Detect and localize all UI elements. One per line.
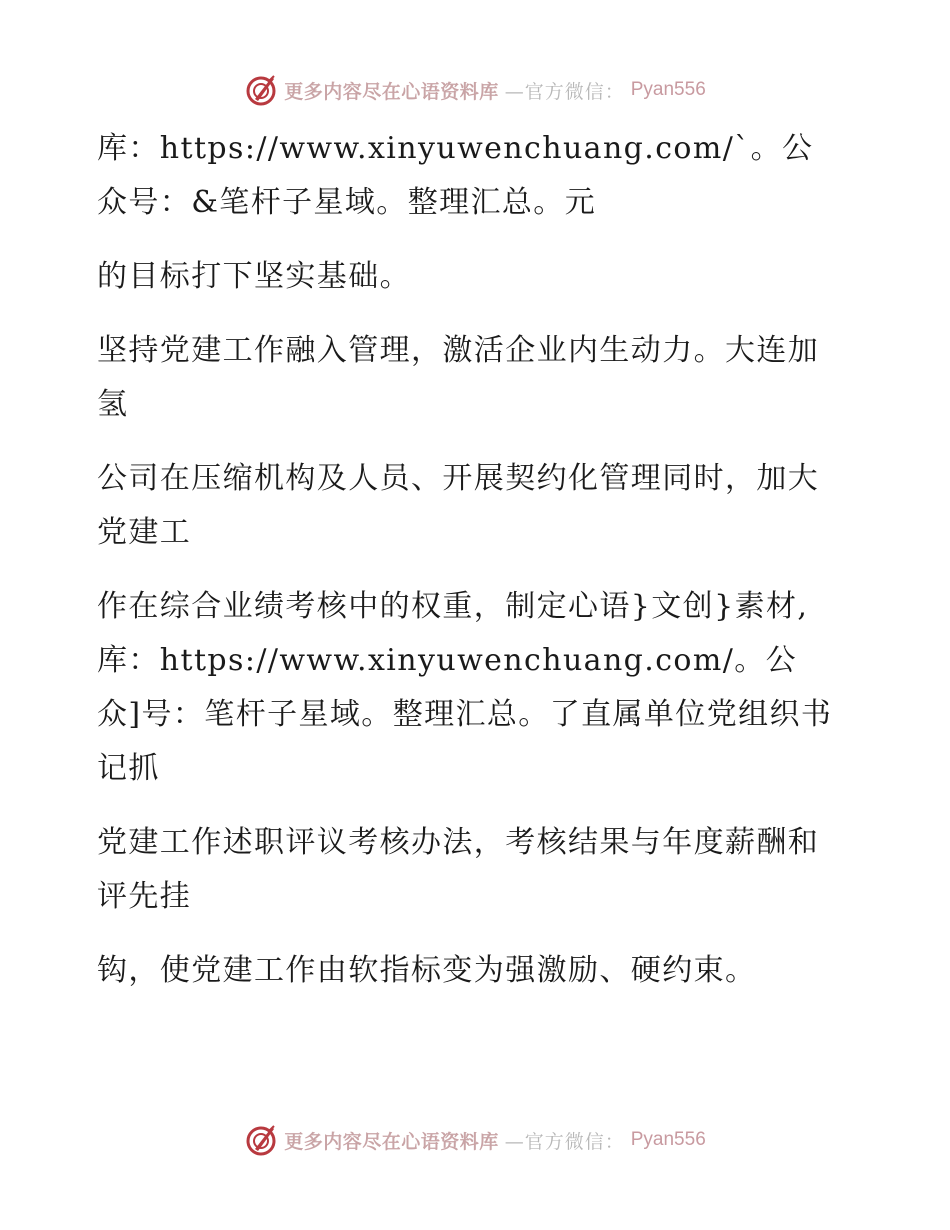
banner-separator-text: —官方微信： bbox=[504, 80, 625, 103]
banner-main-text: 更多内容尽在心语资料库 bbox=[284, 80, 499, 103]
banner-wechat-id: Pyan556 bbox=[630, 79, 706, 100]
header-banner bbox=[0, 70, 950, 110]
banner-separator-text: —官方微信： bbox=[504, 1130, 625, 1153]
document-body bbox=[97, 122, 837, 1018]
banner-wechat-id: Pyan556 bbox=[630, 1129, 706, 1150]
paragraph: 党建工作述职评议考核办法，考核结果与年度薪酬和评先挂 bbox=[97, 825, 820, 914]
paragraph: 坚持党建工作融入管理，激活企业内生动力。大连加氢 bbox=[97, 333, 820, 422]
paragraph: 作在综合业绩考核中的权重，制定心语}文创}素材,库：https://www.xinyuwenchuang.com/。公众]号：笔杆子星域。整理汇总。了直属单位党组织书记抓 bbox=[97, 589, 833, 786]
banner-main-text: 更多内容尽在心语资料库 bbox=[284, 1130, 499, 1153]
paragraph: 公司在压缩机构及人员、开展契约化管理同时，加大党建工 bbox=[97, 461, 820, 550]
paragraph: 的目标打下坚实基础。 bbox=[97, 259, 411, 294]
paragraph: 库：https://www.xinyuwenchuang.com/`。公众号：&笔杆子星域。整理汇总。元 bbox=[97, 131, 814, 220]
quill-logo-icon bbox=[244, 73, 278, 107]
footer-banner bbox=[0, 1120, 950, 1160]
paragraph: 钩，使党建工作由软指标变为强激励、硬约束。 bbox=[97, 953, 757, 988]
quill-logo-icon bbox=[244, 1123, 278, 1157]
